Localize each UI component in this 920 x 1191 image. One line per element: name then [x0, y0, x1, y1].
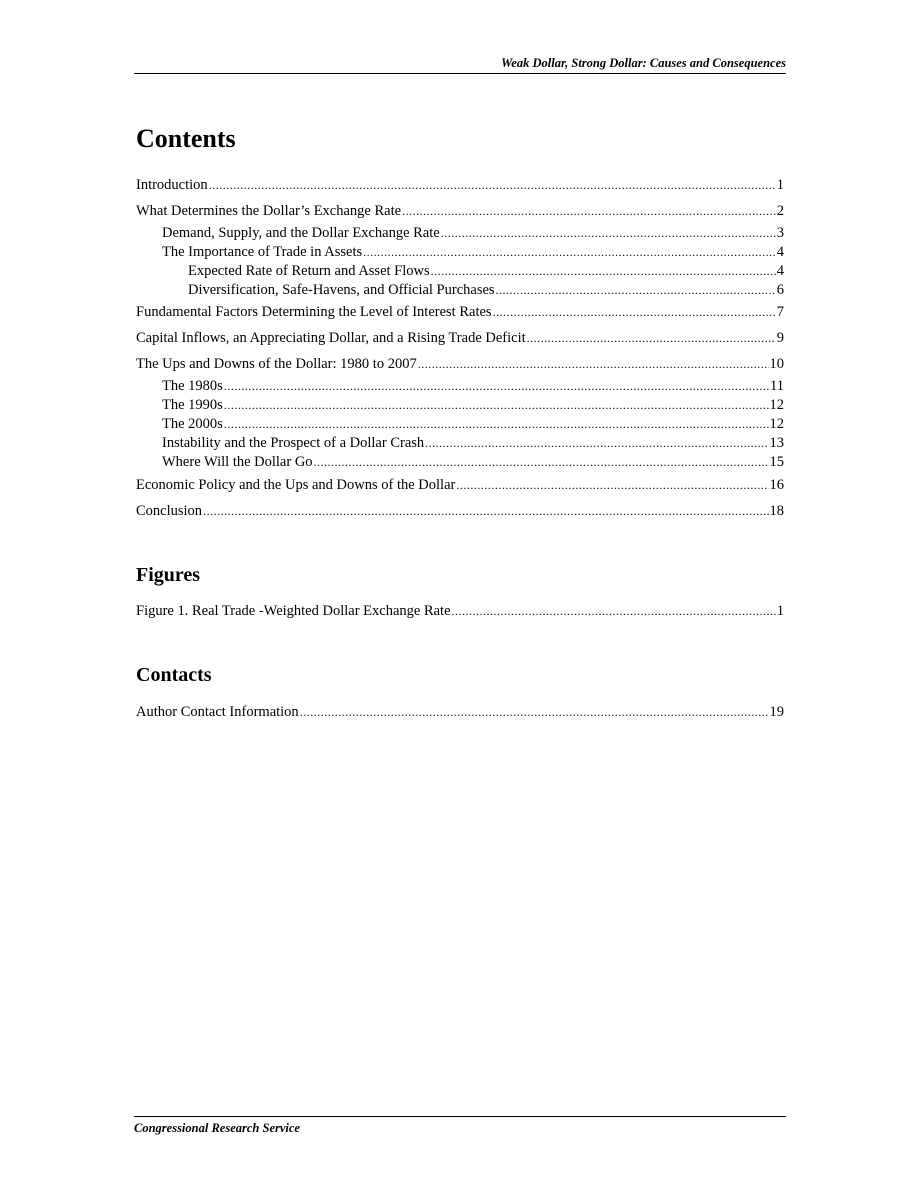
toc-entry[interactable] [136, 502, 784, 521]
toc-entry-page: 12 [769, 416, 784, 432]
dot-leader [441, 224, 776, 243]
dot-leader [425, 434, 768, 453]
toc-entry-label: The 1980s [162, 378, 223, 394]
toc-entry-page: 2 [776, 203, 784, 219]
toc-entry-page: 4 [776, 263, 784, 279]
dot-leader [493, 303, 776, 322]
running-footer: Congressional Research Service [134, 1116, 786, 1136]
dot-leader [363, 243, 776, 262]
toc-entry[interactable] [136, 415, 784, 434]
toc-entry-label: Instability and the Prospect of a Dollar Crash [162, 435, 425, 451]
toc-entry[interactable] [136, 602, 784, 621]
dot-leader [224, 415, 769, 434]
toc-entry-page: 16 [769, 477, 784, 493]
toc-entry-label: Where Will the Dollar Go [162, 454, 313, 470]
toc-entry[interactable] [136, 453, 784, 472]
toc-entry[interactable] [136, 202, 784, 221]
toc-entry[interactable] [136, 476, 784, 495]
dot-leader [314, 453, 769, 472]
dot-leader [496, 281, 776, 300]
dot-leader [456, 476, 768, 495]
dot-leader [300, 703, 769, 722]
toc-entry[interactable] [136, 224, 784, 243]
toc-entry[interactable] [136, 703, 784, 722]
toc-entry-page: 9 [776, 330, 784, 346]
toc-entry-page: 10 [769, 356, 784, 372]
figures-heading: Figures [136, 564, 201, 586]
toc-entry-label: The Ups and Downs of the Dollar: 1980 to 2007 [136, 356, 417, 372]
toc-entry-label: The 2000s [162, 416, 223, 432]
dot-leader [431, 262, 776, 281]
dot-leader [418, 355, 769, 374]
toc-entry-page: 7 [776, 304, 784, 320]
toc-entry-label: The Importance of Trade in Assets [162, 244, 363, 260]
toc-entry[interactable] [136, 396, 784, 415]
dot-leader [209, 176, 776, 195]
toc-entry-label: What Determines the Dollar’s Exchange Rate [136, 203, 402, 219]
toc-entry-page: 19 [769, 704, 784, 720]
toc-entry-page: 1 [776, 603, 784, 619]
toc-entry-page: 1 [776, 177, 784, 193]
toc-entry-page: 15 [769, 454, 784, 470]
toc-entry-page: 3 [776, 225, 784, 241]
toc-entry-page: 18 [769, 503, 784, 519]
dot-leader [224, 396, 769, 415]
running-header: Weak Dollar, Strong Dollar: Causes and Consequences [134, 56, 786, 74]
toc-entry[interactable] [136, 243, 784, 262]
toc-entry-label: Diversification, Safe-Havens, and Official Purchases [188, 282, 495, 298]
dot-leader [224, 377, 769, 396]
toc-entry-label: The 1990s [162, 397, 223, 413]
toc-entry-label: Capital Inflows, an Appreciating Dollar, and a Rising Trade Deficit [136, 330, 526, 346]
dot-leader [452, 602, 776, 621]
dot-leader [402, 202, 776, 221]
toc-entry-label: Conclusion [136, 503, 203, 519]
toc-entry-label: Demand, Supply, and the Dollar Exchange Rate [162, 225, 440, 241]
toc-entry-label: Figure 1. Real Trade -Weighted Dollar Exchange Rate [136, 603, 451, 619]
dot-leader [527, 329, 776, 348]
toc-entry-label: Economic Policy and the Ups and Downs of the Dollar [136, 477, 456, 493]
toc-entry[interactable] [136, 355, 784, 374]
toc-entry-label: Expected Rate of Return and Asset Flows [188, 263, 430, 279]
toc-entry-page: 13 [769, 435, 784, 451]
toc-entry[interactable] [136, 281, 784, 300]
toc-entry[interactable] [136, 303, 784, 322]
dot-leader [203, 502, 768, 521]
contents-heading: Contents [136, 124, 236, 153]
contacts-heading: Contacts [136, 664, 212, 686]
toc-entry-page: 4 [776, 244, 784, 260]
toc-entry-label: Fundamental Factors Determining the Level of Interest Rates [136, 304, 492, 320]
toc-entry-page: 6 [776, 282, 784, 298]
toc-entry-label: Author Contact Information [136, 704, 299, 720]
toc-entry[interactable] [136, 434, 784, 453]
toc-entry-label: Introduction [136, 177, 208, 193]
toc-entry-page: 11 [770, 378, 784, 394]
toc-entry[interactable] [136, 262, 784, 281]
toc-entry-page: 12 [769, 397, 784, 413]
toc-entry[interactable] [136, 176, 784, 195]
toc-entry[interactable] [136, 377, 784, 396]
toc-entry[interactable] [136, 329, 784, 348]
